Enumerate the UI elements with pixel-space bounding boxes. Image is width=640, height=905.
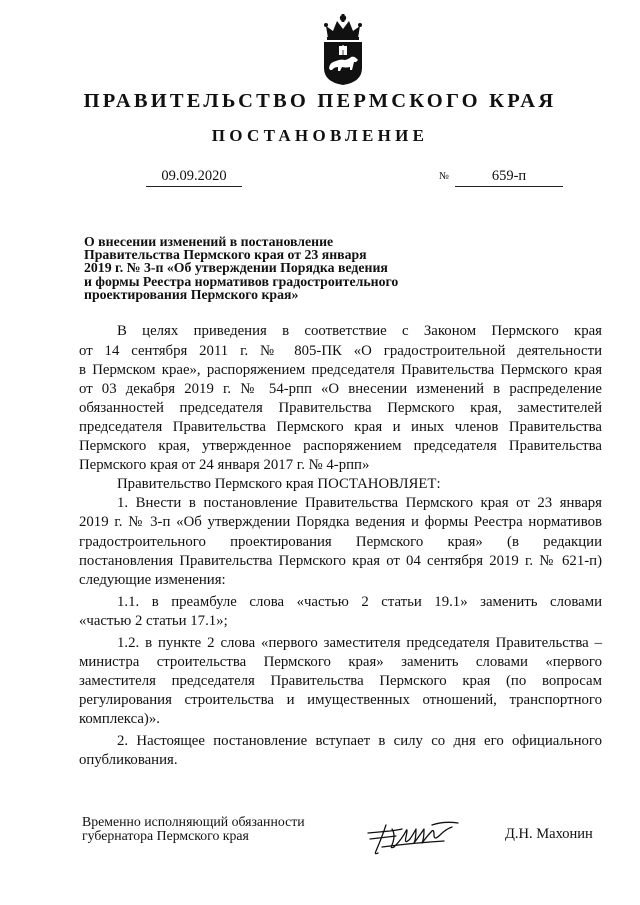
document-subject (84, 235, 444, 301)
body-line: комплекса)». (79, 711, 160, 727)
body-line: заместителя председателя Правительства Пермского края (по вопросам (79, 673, 602, 689)
government-title: ПРАВИТЕЛЬСТВО ПЕРМСКОГО КРАЯ (83, 90, 557, 112)
body-line: 1.1. в преамбуле слова «частью 2 статьи 19.1» заменить словами (117, 594, 602, 610)
body-line: министра строительства Пермского края» заменить словами «первого (79, 654, 602, 670)
subject-line: Правительства Пермского края от 23 января (84, 247, 367, 263)
body-line: постановления Правительства Пермского края от 04 сентября 2019 г. № 621-п) (79, 553, 602, 569)
body-line: 2019 г. № 3-п «Об утверждении Порядка ведения и формы Реестра нормативов (79, 514, 602, 530)
body-line: 1.2. в пункте 2 слова «первого заместителя председателя Правительства – (117, 635, 602, 651)
body-line: обязанностей председателя Правительства Пермского края, заместителей (79, 400, 602, 416)
body-line: Правительство Пермского края ПОСТАНОВЛЯЕТ: (117, 476, 441, 492)
body-line: Пермского края от 24 января 2017 г. № 4-рпп» (79, 457, 370, 473)
signatory-position-line: Временно исполняющий обязанности (82, 814, 305, 829)
body-line: председателя Правительства Пермского края и иных членов Правительства (79, 419, 602, 435)
body-line: опубликования. (79, 752, 178, 768)
signatory-position (82, 815, 305, 842)
body-line: градостроительного проектирования Пермского края» (в редакции (79, 534, 602, 550)
body-line: в Пермском крае», распоряжением председателя Правительства Пермского края (79, 362, 602, 378)
subject-line: 2019 г. № 3-п «Об утверждении Порядка ведения (84, 260, 388, 276)
date-field (146, 168, 242, 187)
body-line: 1. Внести в постановление Правительства Пермского края от 23 января (117, 495, 602, 511)
document-date: 09.09.2020 (161, 168, 227, 184)
handwritten-signature-icon (362, 817, 462, 857)
signatory-name: Д.Н. Махонин (505, 826, 593, 842)
body-line: 2. Настоящее постановление вступает в силу со дня его официального (117, 733, 602, 749)
subject-line: проектирования Пермского края» (84, 286, 299, 302)
document-type: ПОСТАНОВЛЕНИЕ (211, 126, 429, 145)
perm-krai-coat-of-arms-icon (318, 12, 368, 86)
body-line: от 14 сентября 2011 г. № 805-ПК «О градостроительной деятельности (79, 343, 602, 359)
number-prefix: № (439, 171, 450, 182)
subject-line: О внесении изменений в постановление (84, 234, 334, 249)
number-field (455, 168, 563, 187)
subject-line: и формы Реестра нормативов градостроительного (84, 273, 399, 289)
body-line: от 03 декабря 2019 г. № 54-рпп «О внесении изменений в распределение (79, 381, 602, 397)
body-line: Пермского края, утвержденное распоряжением председателя Правительства (79, 438, 602, 454)
document-number: 659-п (491, 168, 527, 184)
body-line: «частью 2 статьи 17.1»; (79, 613, 228, 629)
body-line: В целях приведения в соответствие с Законом Пермского края (117, 323, 602, 339)
body-line: следующие изменения: (79, 572, 226, 588)
body-line: регулирования строительства и имущественных отношений, транспортного (79, 692, 602, 708)
signatory-position-line: губернатора Пермского края (82, 827, 249, 843)
